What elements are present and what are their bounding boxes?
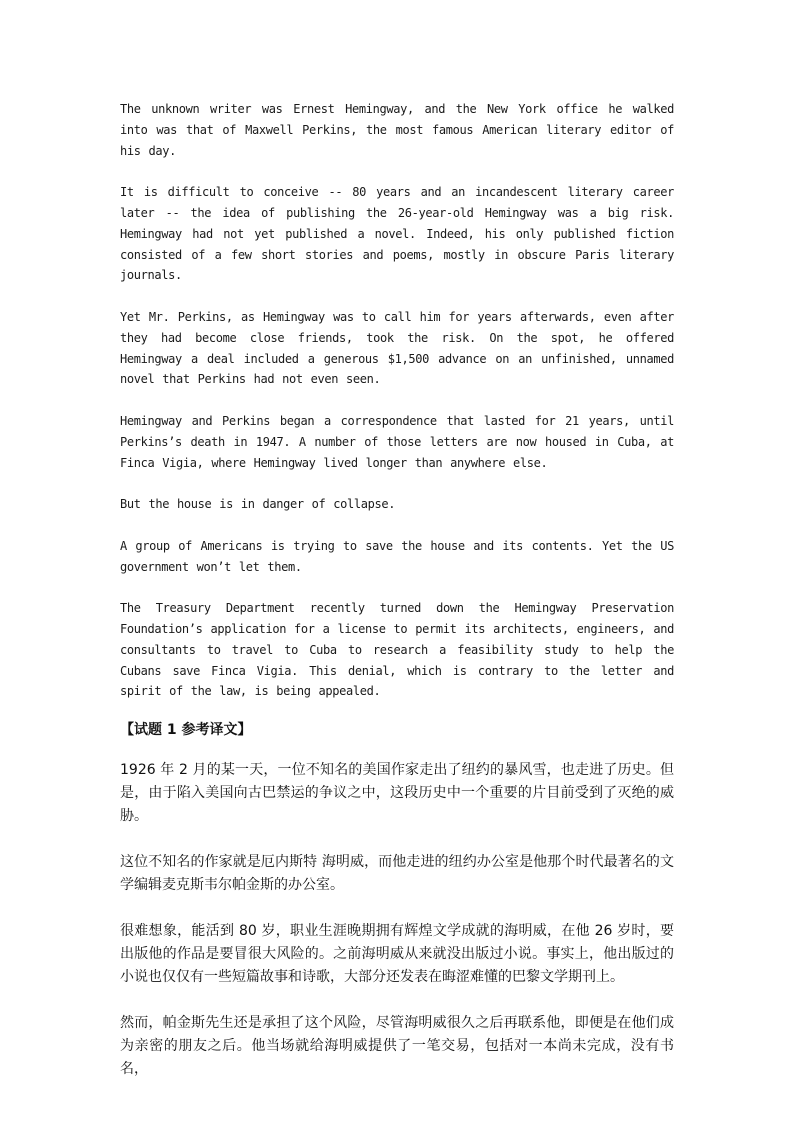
chinese-paragraph-1: 1926 年 2 月的某一天，一位不知名的美国作家走出了纽约的暴风雪，也走进了历史。但是，由于陷入美国向古巴禁运的争议之中，这段历史中一个重要的片目前受到了灭绝的威胁。	[120, 761, 674, 824]
document-page	[120, 99, 674, 1104]
english-paragraph-3: Yet Mr. Perkins, as Hemingway was to call him for years afterwards, even after they had become close friends, took the risk. On the spot, he offered Hemingway a deal included a generous $1,500 advance on an unfinished, unnamed novel that Perkins had not even seen.	[120, 309, 674, 387]
chinese-paragraph-4: 然而，帕金斯先生还是承担了这个风险，尽管海明威很久之后再联系他，即便是在他们成为亲密的朋友之后。他当场就给海明威提供了一笔交易，包括对一本尚未完成，没有书名，	[120, 1014, 674, 1077]
english-paragraph-1: The unknown writer was Ernest Hemingway, and the New York office he walked into was that of Maxwell Perkins, the most famous American literary editor of his day.	[120, 102, 674, 158]
english-paragraph-2: It is difficult to conceive -- 80 years and an incandescent literary career later -- the idea of publishing the 26-year-old Hemingway was a big risk. Hemingway had not yet published a novel. Indeed, his only published fiction consisted of a few short stories and poems, mostly in obscure Paris literary journals.	[120, 185, 674, 283]
translation-heading: 【试题 1 参考译文】	[120, 721, 252, 738]
chinese-paragraph-2: 这位不知名的作家就是厄内斯特 海明威，而他走进的纽约办公室是他那个时代最著名的文学编辑麦克斯韦尔帕金斯的办公室。	[120, 853, 674, 893]
english-paragraph-4: Hemingway and Perkins began a correspondence that lasted for 21 years, until Perkins’s death in 1947. A number of those letters are now housed in Cuba, at Finca Vigia, where Hemingway lived longer than anywhere else.	[120, 413, 674, 470]
english-paragraph-6: A group of Americans is trying to save the house and its contents. Yet the US government won’t let them.	[120, 538, 674, 574]
english-paragraph-5: But the house is in danger of collapse.	[120, 497, 396, 512]
english-paragraph-7: The Treasury Department recently turned down the Hemingway Preservation Foundation’s application for a license to permit its architects, engineers, and consultants to travel to Cuba to research a feasibility study to help the Cubans save Finca Vigia. This denial, which is contrary to the letter and spirit of the law, is being appealed.	[120, 601, 674, 699]
chinese-paragraph-3: 很难想象，能活到 80 岁，职业生涯晚期拥有辉煌文学成就的海明威，在他 26 岁时，要出版他的作品是要冒很大风险的。之前海明威从来就没出版过小说。事实上，他出版过的小说也仅仅有一些短篇故事和诗歌，大部分还发表在晦涩难懂的巴黎文学期刊上。	[120, 922, 674, 985]
